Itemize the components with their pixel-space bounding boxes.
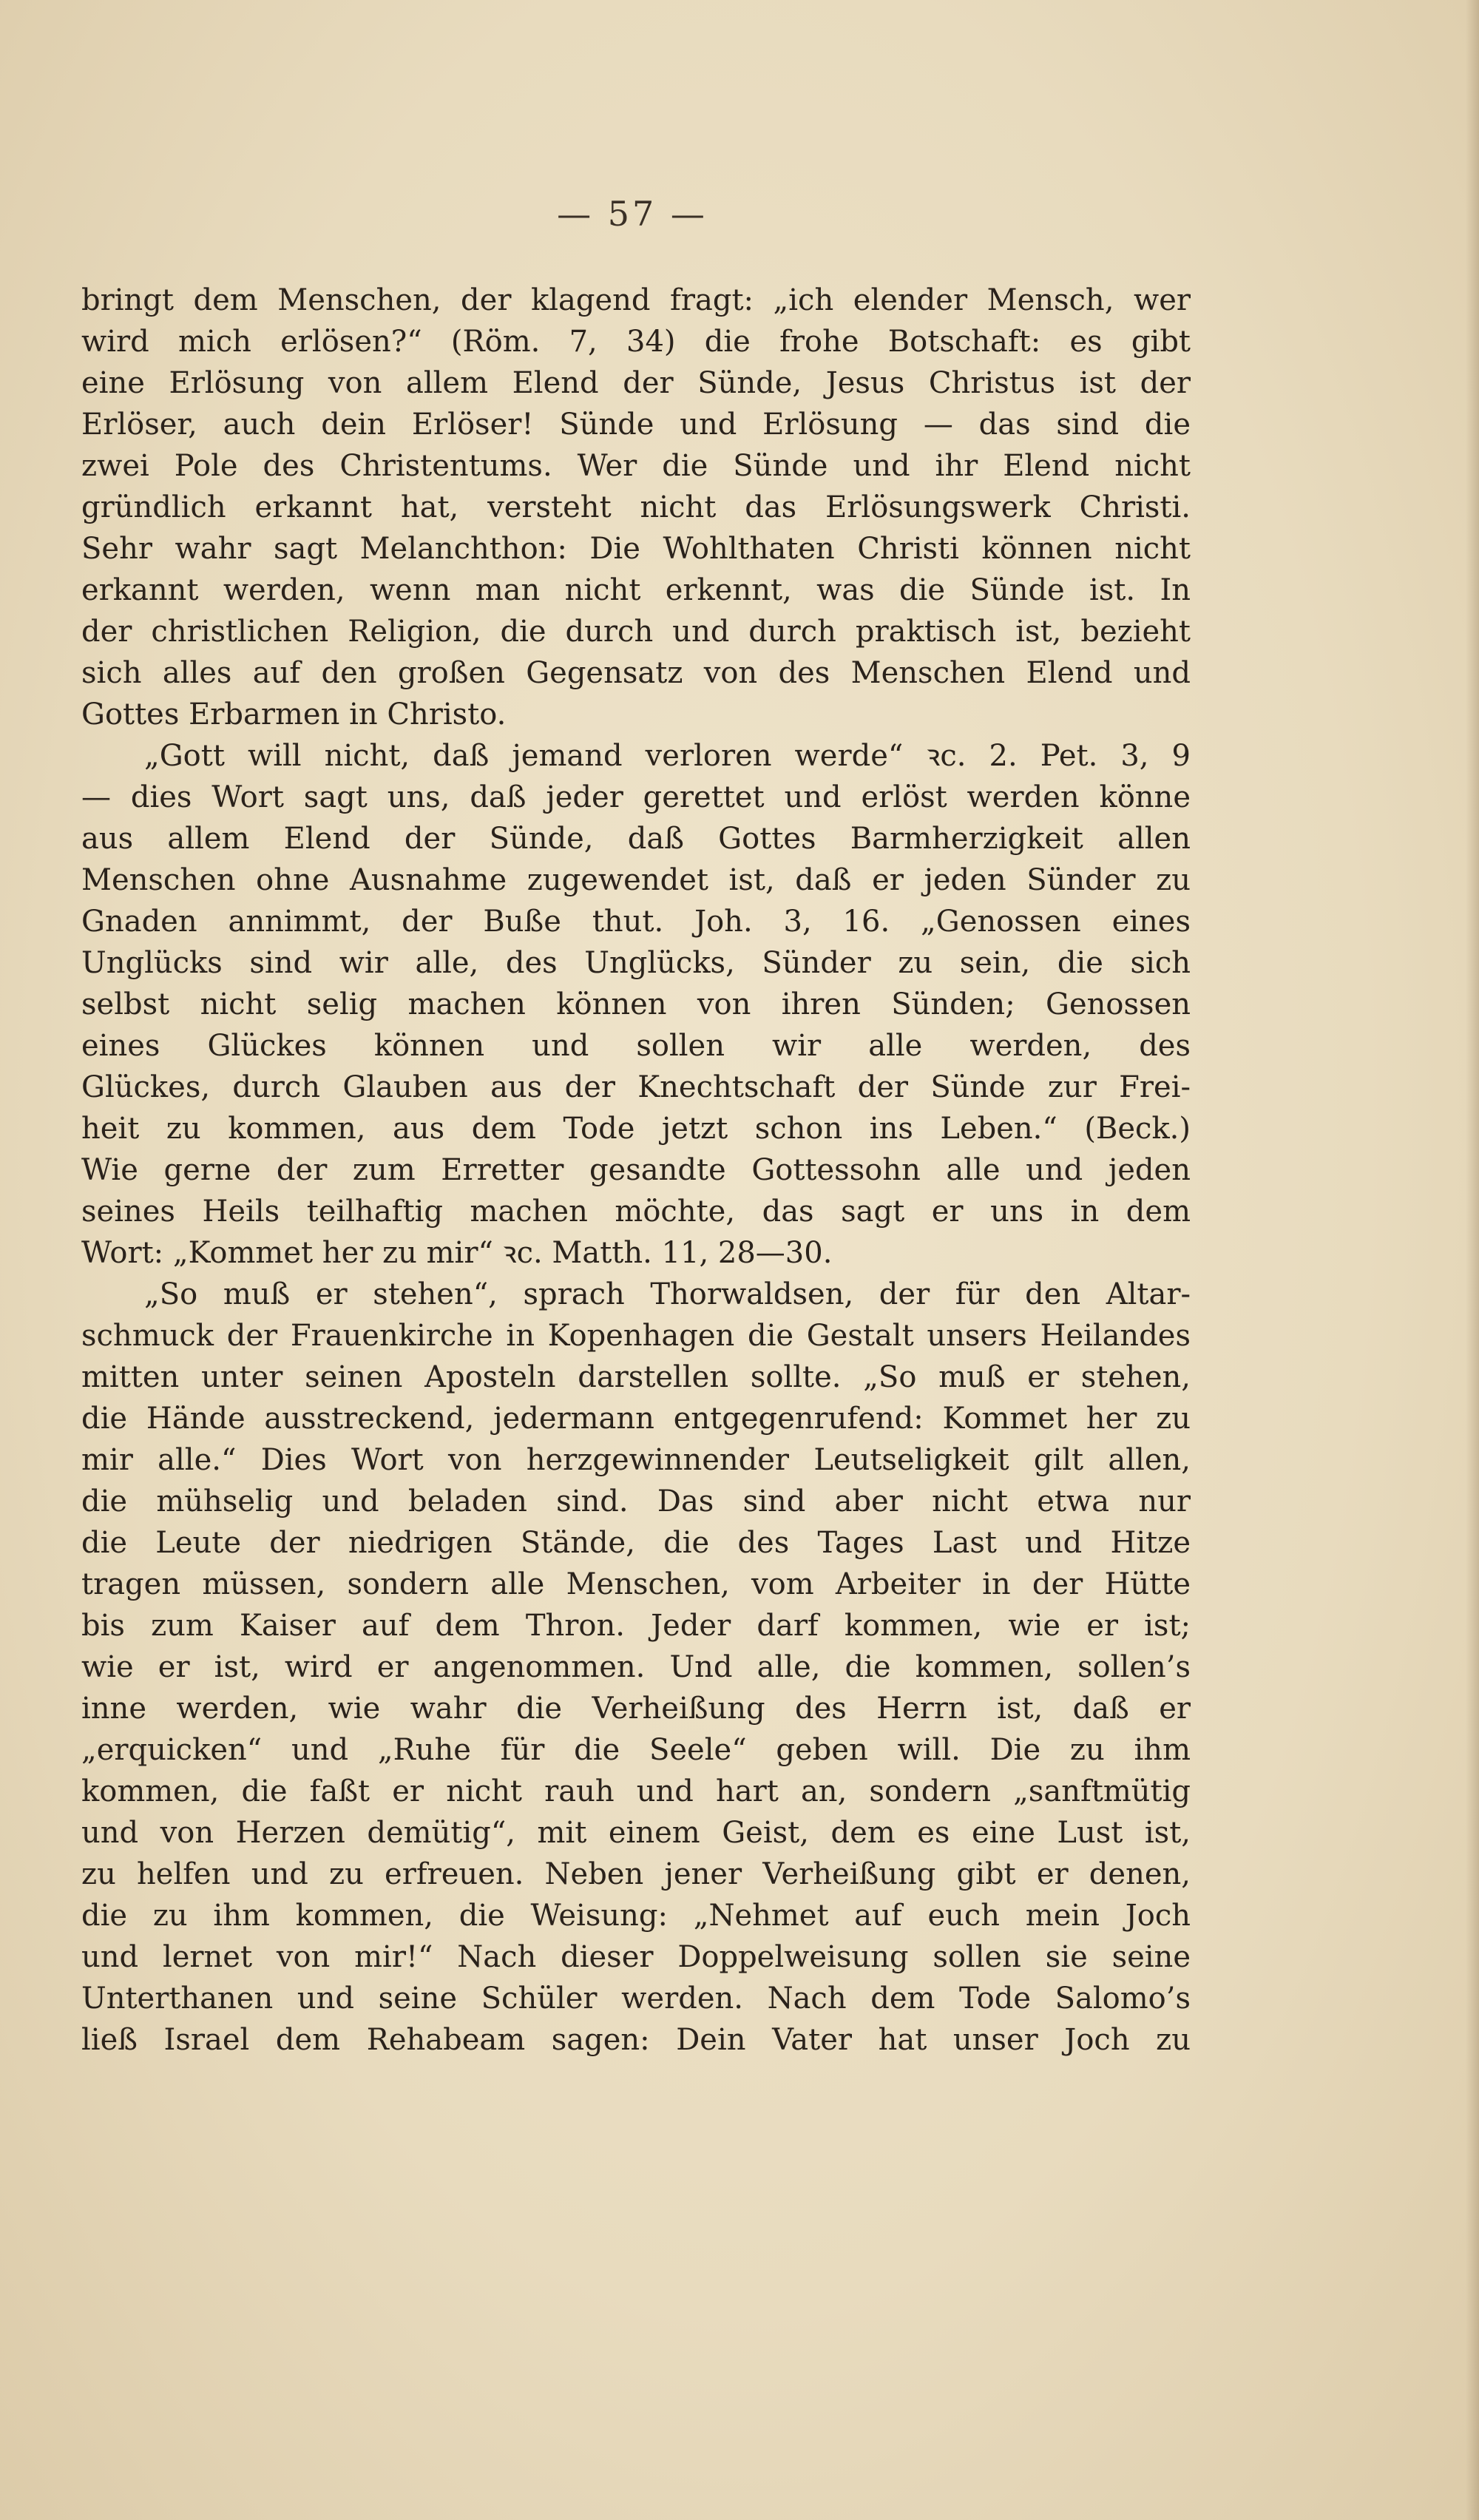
- text-line: bis zum Kaiser auf dem Thron. Jeder darf kommen, wie er ist;: [81, 1609, 1191, 1643]
- text-line: mir alle.“ Dies Wort von herzgewinnender Leutseligkeit gilt allen,: [81, 1443, 1191, 1477]
- text-line: gründlich erkannt hat, versteht nicht das Erlösungswerk Christi.: [81, 490, 1191, 524]
- text-line: schmuck der Frauenkirche in Kopenhagen die Gestalt unsers Heilandes: [81, 1319, 1191, 1353]
- text-line: heit zu kommen, aus dem Tode jetzt schon ins Leben.“ (Beck.): [81, 1112, 1191, 1146]
- text-line: wie er ist, wird er angenommen. Und alle, die kommen, sollen’s: [81, 1650, 1191, 1684]
- text-line: wird mich erlösen?“ (Röm. 7, 34) die frohe Botschaft: es gibt: [81, 325, 1191, 359]
- text-line: die Hände ausstreckend, jedermann entgegenrufend: Kommet her zu: [81, 1402, 1191, 1436]
- page-number: — 57 —: [557, 194, 708, 234]
- text-line: „Gott will nicht, daß jemand verloren werde“ ꝛc. 2. Pet. 3, 9: [144, 739, 1191, 773]
- text-line: mitten unter seinen Aposteln darstellen sollte. „So muß er stehen,: [81, 1360, 1191, 1394]
- text-line: Unterthanen und seine Schüler werden. Nach dem Tode Salomo’s: [81, 1982, 1191, 2016]
- text-line: sich alles auf den großen Gegensatz von des Menschen Elend und: [81, 656, 1191, 690]
- text-line: Menschen ohne Ausnahme zugewendet ist, daß er jeden Sünder zu: [81, 863, 1191, 897]
- text-line: eines Glückes können und sollen wir alle werden, des: [81, 1029, 1191, 1063]
- text-line: ließ Israel dem Rehabeam sagen: Dein Vater hat unser Joch zu: [81, 2023, 1191, 2057]
- text-line: eine Erlösung von allem Elend der Sünde, Jesus Christus ist der: [81, 366, 1191, 400]
- text-line: inne werden, wie wahr die Verheißung des Herrn ist, daß er: [81, 1692, 1191, 1726]
- page-edge-shadow: [1466, 0, 1479, 2520]
- text-line: die zu ihm kommen, die Weisung: „Nehmet auf euch mein Joch: [81, 1899, 1191, 1933]
- text-line: die Leute der niedrigen Stände, die des Tages Last und Hitze: [81, 1526, 1191, 1560]
- paragraph-2: [81, 735, 1191, 1274]
- text-line: und von Herzen demütig“, mit einem Geist, dem es eine Lust ist,: [81, 1816, 1191, 1850]
- text-line: kommen, die faßt er nicht rauh und hart an, sondern „sanftmütig: [81, 1774, 1191, 1808]
- text-line: Gottes Erbarmen in Christo.: [81, 697, 507, 732]
- text-line: zu helfen und zu erfreuen. Neben jener Verheißung gibt er denen,: [81, 1857, 1191, 1891]
- text-line: selbst nicht selig machen können von ihren Sünden; Genossen: [81, 987, 1191, 1021]
- text-line: Sehr wahr sagt Melanchthon: Die Wohlthaten Christi können nicht: [81, 532, 1191, 566]
- text-line: der christlichen Religion, die durch und durch praktisch ist, bezieht: [81, 615, 1191, 649]
- body-text: [81, 280, 1191, 2061]
- text-line: zwei Pole des Christentums. Wer die Sünde und ihr Elend nicht: [81, 449, 1191, 483]
- text-line: die mühselig und beladen sind. Das sind aber nicht etwa nur: [81, 1484, 1191, 1519]
- text-line: erkannt werden, wenn man nicht erkennt, was die Sünde ist. In: [81, 573, 1191, 607]
- text-line: — dies Wort sagt uns, daß jeder gerettet und erlöst werden könne: [81, 780, 1191, 814]
- text-line: bringt dem Menschen, der klagend fragt: „ich elender Mensch, wer: [81, 283, 1191, 317]
- text-line: Erlöser, auch dein Erlöser! Sünde und Erlösung — das sind die: [81, 408, 1191, 442]
- text-line: Glückes, durch Glauben aus der Knechtschaft der Sünde zur Frei-: [81, 1070, 1191, 1104]
- paragraph-3: [81, 1274, 1191, 2061]
- text-line: tragen müssen, sondern alle Menschen, vom Arbeiter in der Hütte: [81, 1567, 1191, 1601]
- text-line: „erquicken“ und „Ruhe für die Seele“ geben will. Die zu ihm: [81, 1733, 1191, 1767]
- text-line: Gnaden annimmt, der Buße thut. Joh. 3, 16. „Genossen eines: [81, 905, 1191, 939]
- text-line: seines Heils teilhaftig machen möchte, das sagt er uns in dem: [81, 1195, 1191, 1229]
- text-line: Wort: „Kommet her zu mir“ ꝛc. Matth. 11, 28—30.: [81, 1236, 833, 1270]
- text-line: Unglücks sind wir alle, des Unglücks, Sünder zu sein, die sich: [81, 946, 1191, 980]
- text-line: aus allem Elend der Sünde, daß Gottes Barmherzigkeit allen: [81, 822, 1191, 856]
- text-line: „So muß er stehen“, sprach Thorwaldsen, der für den Altar-: [144, 1277, 1191, 1311]
- text-line: und lernet von mir!“ Nach dieser Doppelweisung sollen sie seine: [81, 1940, 1191, 1974]
- text-line: Wie gerne der zum Erretter gesandte Gottessohn alle und jeden: [81, 1153, 1191, 1187]
- paragraph-1: [81, 280, 1191, 735]
